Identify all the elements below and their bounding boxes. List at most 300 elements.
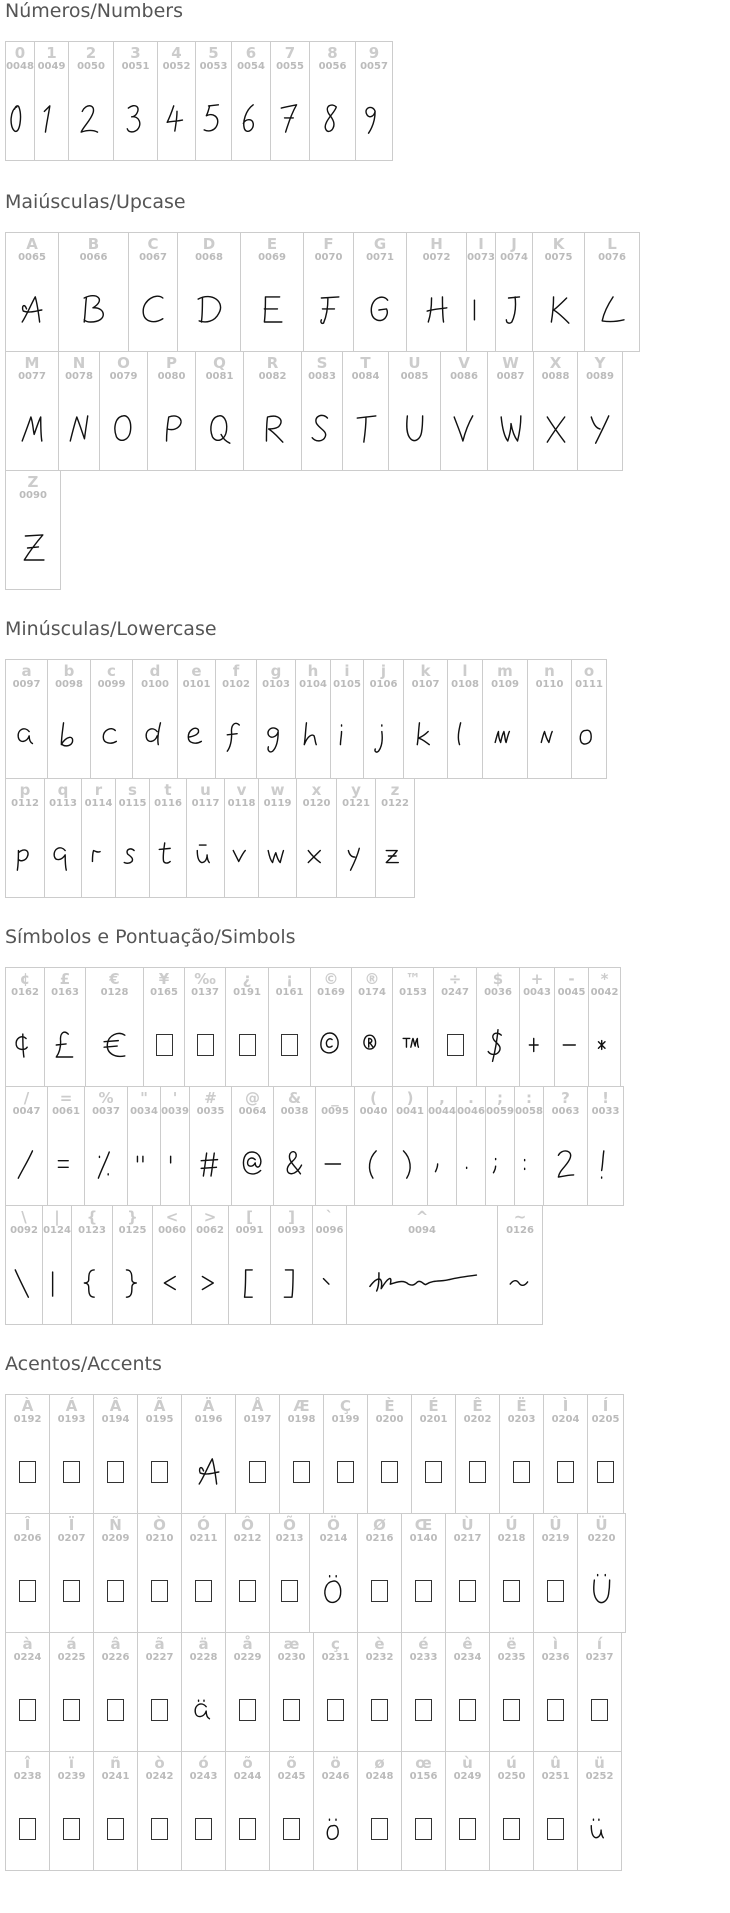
glyph-row	[5, 1752, 730, 1871]
glyph-cell	[44, 967, 86, 1087]
glyph-character: d	[149, 662, 161, 680]
glyph-sample	[91, 700, 132, 774]
glyph-character: s	[128, 781, 137, 799]
glyph-cell	[577, 1513, 626, 1633]
handwritten-glyph	[185, 720, 209, 754]
handwritten-glyph	[260, 293, 284, 327]
glyph-code: 0233	[409, 1652, 438, 1663]
glyph-sample	[457, 1127, 485, 1201]
glyph-cell	[181, 1751, 226, 1871]
glyph-stroke	[233, 851, 245, 862]
glyph-character: Õ	[283, 1516, 296, 1534]
handwritten-glyph	[15, 1147, 39, 1181]
glyph-character: Å	[251, 1397, 264, 1415]
glyph-cell	[93, 1394, 138, 1514]
glyph-cell	[191, 1205, 229, 1325]
glyph-character: t	[164, 781, 172, 799]
glyph-sample	[337, 819, 375, 893]
glyph-stroke	[601, 1151, 603, 1178]
handwritten-glyph	[199, 1147, 223, 1181]
glyph-stroke	[370, 1273, 477, 1291]
glyph-cell	[160, 1086, 190, 1206]
glyph-stroke	[304, 723, 316, 745]
handwritten-glyph	[192, 1693, 216, 1727]
glyph-code: 0089	[586, 371, 614, 382]
missing-glyph-box	[151, 1461, 168, 1483]
glyph-cell	[466, 232, 496, 352]
glyph-code: 0125	[118, 1225, 147, 1236]
glyph-sample	[192, 1246, 228, 1320]
glyph-character: %	[98, 1089, 114, 1107]
glyph-stroke	[199, 1459, 219, 1484]
glyph-stroke	[227, 723, 239, 751]
glyph-character: Ô	[241, 1516, 254, 1534]
glyph-code: 0091	[235, 1225, 264, 1236]
glyph-character: ä	[198, 1635, 209, 1653]
handwritten-glyph	[318, 1266, 342, 1300]
glyph-stroke	[510, 1281, 527, 1286]
glyph-cell	[577, 351, 623, 471]
glyph-sample	[226, 1008, 268, 1082]
glyph-sample	[310, 1554, 357, 1628]
glyph-cell	[533, 351, 578, 471]
handwritten-glyph	[121, 839, 145, 873]
glyph-sample	[138, 1673, 181, 1747]
glyph-cell	[588, 967, 621, 1087]
glyph-stroke	[371, 297, 387, 320]
glyph-cell	[355, 41, 393, 161]
glyph-code: 0126	[506, 1225, 534, 1236]
glyph-code: 0105	[333, 679, 361, 690]
glyph-sample	[364, 700, 403, 774]
glyph-sample	[190, 1127, 231, 1201]
missing-glyph-box	[281, 1034, 298, 1056]
handwritten-glyph	[13, 839, 37, 873]
glyph-character: Ä	[202, 1397, 215, 1415]
glyph-cell	[49, 1751, 94, 1871]
glyph-code: 0035	[196, 1106, 225, 1117]
glyph-code: 0065	[18, 252, 46, 263]
glyph-sample	[196, 392, 243, 466]
glyph-sample	[6, 1673, 49, 1747]
glyph-code: 0217	[453, 1533, 482, 1544]
glyph-character: 8	[327, 44, 338, 62]
glyph-character: ]	[288, 1208, 295, 1226]
glyph-code: 0115	[118, 798, 147, 809]
glyph-character: B	[87, 235, 100, 253]
glyph-code: 0226	[101, 1652, 130, 1663]
glyph-code: 0113	[49, 798, 77, 809]
glyph-cell	[303, 232, 354, 352]
glyph-cell	[231, 1086, 274, 1206]
glyph-sample	[138, 1435, 181, 1509]
glyph-sample	[324, 1435, 367, 1509]
glyph-stroke	[493, 1159, 495, 1173]
glyph-code: 0085	[400, 371, 429, 382]
glyph-code: 0060	[158, 1225, 186, 1236]
glyph-sample	[226, 1792, 269, 1866]
handwritten-glyph	[208, 412, 232, 446]
glyph-stroke	[284, 1270, 293, 1297]
glyph-character: Ë	[516, 1397, 527, 1415]
glyph-cell	[485, 1086, 515, 1206]
glyph-cell	[128, 232, 178, 352]
glyph-sample	[6, 511, 60, 585]
glyph-code: 0034	[130, 1106, 158, 1117]
missing-glyph-box	[293, 1461, 310, 1483]
glyph-cell	[44, 778, 82, 898]
glyph-code: 0207	[57, 1533, 86, 1544]
glyph-sample	[412, 1435, 455, 1509]
glyph-sample	[302, 392, 342, 466]
glyph-character: õ	[286, 1754, 297, 1772]
glyph-sample	[50, 1792, 93, 1866]
handwritten-glyph	[54, 1147, 78, 1181]
glyph-character: Y	[594, 354, 606, 372]
glyph-stroke	[541, 732, 552, 743]
glyph-row	[5, 1514, 730, 1633]
glyph-sample	[271, 1246, 312, 1320]
glyph-stroke	[264, 297, 281, 322]
glyph-character: u	[200, 781, 211, 799]
glyph-stroke	[591, 1819, 603, 1838]
glyph-code: 0122	[381, 798, 409, 809]
glyph-cell	[157, 41, 196, 161]
glyph-stroke	[197, 845, 209, 862]
glyph-character: Q	[213, 354, 226, 372]
glyph-code: 0161	[275, 987, 304, 998]
missing-glyph-box	[371, 1699, 388, 1721]
glyph-cell	[127, 1086, 161, 1206]
glyph-sample	[280, 1435, 323, 1509]
glyph-stroke	[417, 723, 429, 745]
handwritten-glyph	[20, 293, 44, 327]
glyph-character: A	[26, 235, 38, 253]
glyph-character: "	[140, 1089, 148, 1107]
glyph-code: 0044	[428, 1106, 456, 1117]
glyph-character: î	[24, 1754, 31, 1772]
glyph-stroke	[210, 416, 229, 443]
handwritten-glyph	[324, 1812, 348, 1846]
glyph-sample	[6, 819, 44, 893]
glyph-character: F	[323, 235, 334, 253]
glyph-sample	[515, 1127, 543, 1201]
glyph-cell	[279, 1394, 324, 1514]
glyph-sample	[572, 700, 606, 774]
glyph-code: 0238	[13, 1771, 42, 1782]
glyph-cell	[132, 659, 178, 779]
glyph-code: 0227	[145, 1652, 174, 1663]
specimen-section	[5, 1353, 730, 1871]
glyph-cell	[5, 470, 61, 590]
glyph-sample	[6, 1246, 42, 1320]
glyph-cell	[445, 1751, 490, 1871]
glyph-code: 0043	[523, 987, 551, 998]
glyph-cell	[309, 41, 356, 161]
missing-glyph-box	[239, 1699, 256, 1721]
glyph-sample	[6, 392, 58, 466]
glyph-character: E	[266, 235, 278, 253]
handwritten-glyph	[577, 720, 601, 754]
handwritten-glyph	[335, 720, 359, 754]
glyph-character: Œ	[414, 1516, 433, 1534]
glyph-sample	[69, 82, 113, 156]
glyph-code: 0058	[515, 1106, 543, 1117]
glyph-character: )	[406, 1089, 414, 1107]
glyph-stroke	[340, 725, 341, 745]
glyph-code: 0120	[302, 798, 331, 809]
glyph-cell	[270, 1205, 313, 1325]
handwritten-glyph	[544, 412, 568, 446]
glyph-sample	[244, 392, 301, 466]
glyph-stroke	[188, 728, 201, 743]
glyph-sample	[578, 392, 622, 466]
glyph-sample	[483, 700, 527, 774]
glyph-cell	[5, 232, 59, 352]
glyph-character: ¡	[286, 970, 293, 988]
glyph-character: ú	[506, 1754, 517, 1772]
glyph-code: 0252	[585, 1771, 614, 1782]
handwritten-glyph	[141, 293, 165, 327]
glyph-code: 0124	[43, 1225, 71, 1236]
glyph-sample	[116, 819, 149, 893]
glyph-code: 0037	[92, 1106, 120, 1117]
glyph-sample	[59, 392, 99, 466]
glyph-code: 0202	[463, 1414, 492, 1425]
glyph-row	[5, 1395, 730, 1514]
glyph-cell	[270, 41, 310, 161]
glyph-sample	[533, 273, 584, 347]
handwritten-glyph	[20, 412, 44, 446]
section-title: Acentos/Accents	[5, 1353, 162, 1375]
glyph-stroke	[312, 415, 327, 440]
glyph-code: 0067	[139, 252, 167, 263]
glyph-code: 0054	[237, 61, 265, 72]
glyph-character: 7	[284, 44, 296, 62]
glyph-stroke	[84, 296, 103, 322]
glyph-code: 0070	[314, 252, 343, 263]
glyph-row	[5, 42, 730, 161]
handwritten-glyph	[67, 412, 91, 446]
glyph-sample	[544, 1435, 587, 1509]
glyph-code: 0096	[315, 1225, 344, 1236]
glyph-sample	[355, 1127, 392, 1201]
missing-glyph-box	[195, 1818, 212, 1840]
glyph-code: 0083	[308, 371, 336, 382]
glyph-sample	[153, 1246, 191, 1320]
glyph-code: 0118	[227, 798, 256, 809]
handwritten-glyph	[547, 293, 571, 327]
glyph-sample	[50, 1435, 93, 1509]
glyph-cell	[47, 659, 91, 779]
glyph-cell	[258, 778, 297, 898]
glyph-code: 0106	[369, 679, 398, 690]
glyph-code: 0101	[182, 679, 211, 690]
glyph-character: r	[94, 781, 103, 799]
missing-glyph-box	[19, 1580, 36, 1602]
handwritten-glyph	[453, 720, 477, 754]
glyph-sample	[467, 273, 495, 347]
glyph-cell	[487, 351, 534, 471]
glyph-code: 0212	[233, 1533, 262, 1544]
glyph-sample	[226, 1554, 269, 1628]
missing-glyph-box	[63, 1818, 80, 1840]
handwritten-glyph	[202, 102, 226, 136]
glyph-character: j	[380, 662, 387, 680]
missing-glyph-box	[459, 1699, 476, 1721]
glyph-code: 0045	[557, 987, 586, 998]
glyph-code: 0249	[453, 1771, 482, 1782]
glyph-stroke	[320, 297, 338, 323]
glyph-sample	[578, 1673, 621, 1747]
missing-glyph-box	[547, 1699, 564, 1721]
handwritten-glyph	[143, 720, 167, 754]
glyph-character: (	[370, 1089, 377, 1107]
glyph-character: ¥	[158, 970, 170, 988]
glyph-character: £	[59, 970, 71, 988]
glyph-code: 0231	[321, 1652, 350, 1663]
glyph-cell	[5, 1513, 50, 1633]
missing-glyph-box	[63, 1461, 80, 1483]
glyph-code: 0191	[233, 987, 261, 998]
glyph-cell	[353, 232, 407, 352]
handwritten-glyph	[266, 839, 290, 873]
glyph-cell	[296, 778, 337, 898]
glyph-character: R	[266, 354, 279, 372]
missing-glyph-box	[239, 1580, 256, 1602]
glyph-sample	[358, 1792, 401, 1866]
glyph-cell	[113, 41, 158, 161]
glyph-sample	[94, 1435, 137, 1509]
missing-glyph-box	[107, 1818, 124, 1840]
glyph-character: S	[316, 354, 328, 372]
glyph-code: 0243	[189, 1771, 218, 1782]
glyph-sample	[578, 1792, 621, 1866]
glyph-stroke	[327, 1819, 338, 1839]
glyph-sample	[6, 82, 34, 156]
glyph-code: 0095	[321, 1106, 349, 1117]
missing-glyph-box	[249, 1461, 266, 1483]
glyph-stroke	[146, 723, 160, 745]
glyph-character: œ	[415, 1754, 432, 1772]
glyph-sample	[229, 1246, 270, 1320]
glyph-sample	[158, 82, 195, 156]
glyph-code: 0244	[233, 1771, 262, 1782]
glyph-cell	[149, 778, 187, 898]
glyph-character: {	[86, 1208, 98, 1226]
glyph-stroke	[243, 1152, 260, 1174]
glyph-sample	[185, 1008, 225, 1082]
glyph-stroke	[202, 1276, 213, 1289]
glyph-sample	[6, 1435, 49, 1509]
specimen-section	[5, 191, 730, 590]
glyph-stroke	[54, 848, 66, 870]
handwritten-glyph	[310, 412, 334, 446]
glyph-cell	[313, 1751, 358, 1871]
handwritten-glyph	[321, 102, 345, 136]
glyph-character: @	[245, 1089, 260, 1107]
glyph-sample	[389, 392, 440, 466]
glyph-stroke	[159, 843, 170, 863]
glyph-character: Í	[602, 1397, 609, 1415]
glyph-cell	[336, 778, 376, 898]
glyph-stroke	[198, 297, 220, 322]
glyph-character: É	[428, 1397, 439, 1415]
glyph-stroke	[164, 1276, 175, 1289]
glyph-cell	[152, 1205, 192, 1325]
glyph-sample	[310, 82, 355, 156]
glyph-cell	[392, 967, 434, 1087]
glyph-character: =	[59, 1089, 73, 1107]
glyph-stroke	[325, 105, 336, 131]
glyph-cell	[177, 232, 241, 352]
glyph-cell	[93, 1513, 138, 1633]
glyph-code: 0198	[287, 1414, 316, 1425]
glyph-character: ò	[154, 1754, 165, 1772]
handwritten-glyph	[368, 293, 392, 327]
missing-glyph-box	[459, 1818, 476, 1840]
glyph-sample	[404, 700, 447, 774]
handwritten-glyph	[51, 839, 75, 873]
glyph-code: 0055	[276, 61, 304, 72]
glyph-character: å	[242, 1635, 253, 1653]
glyph-sample	[274, 1127, 315, 1201]
glyph-code: 0047	[12, 1106, 41, 1117]
glyph-cell	[269, 1751, 314, 1871]
glyph-code: 0242	[145, 1771, 174, 1782]
glyph-stroke	[551, 297, 568, 323]
glyph-code: 0039	[161, 1106, 189, 1117]
glyph-cell	[577, 1632, 622, 1752]
specimen-section	[5, 926, 730, 1325]
glyph-stroke	[435, 1164, 437, 1172]
glyph-character: Ç	[339, 1397, 351, 1415]
glyph-code: 0237	[585, 1652, 614, 1663]
glyph-cell	[195, 41, 232, 161]
glyph-code: 0061	[52, 1106, 80, 1117]
glyph-cell	[357, 1632, 402, 1752]
glyph-code: 0077	[18, 371, 46, 382]
glyph-stroke	[114, 416, 130, 441]
glyph-cell	[301, 351, 343, 471]
glyph-stroke	[281, 105, 296, 132]
glyph-stroke	[364, 1035, 376, 1049]
glyph-sample	[428, 1127, 456, 1201]
glyph-character: ;	[497, 1089, 503, 1107]
glyph-code: 0213	[275, 1533, 304, 1544]
glyph-cell	[228, 1205, 271, 1325]
handwritten-glyph	[230, 839, 254, 873]
handwritten-glyph	[305, 839, 329, 873]
glyph-character: â	[110, 1635, 121, 1653]
handwritten-glyph	[124, 102, 148, 136]
handwritten-glyph	[403, 412, 427, 446]
glyph-cell	[268, 967, 311, 1087]
glyph-row	[5, 660, 730, 779]
section-title: Minúsculas/Lowercase	[5, 618, 217, 640]
handwritten-glyph	[538, 720, 562, 754]
glyph-sample	[187, 819, 224, 893]
missing-glyph-box	[151, 1580, 168, 1602]
glyph-character: ?	[561, 1089, 570, 1107]
glyph-cell	[49, 1513, 94, 1633]
glyph-code: 0239	[57, 1771, 86, 1782]
glyph-cell	[323, 1394, 368, 1514]
glyph-code: 0196	[194, 1414, 223, 1425]
glyph-cell	[42, 1205, 72, 1325]
glyph-sample	[393, 1008, 433, 1082]
glyph-cell	[403, 659, 448, 779]
